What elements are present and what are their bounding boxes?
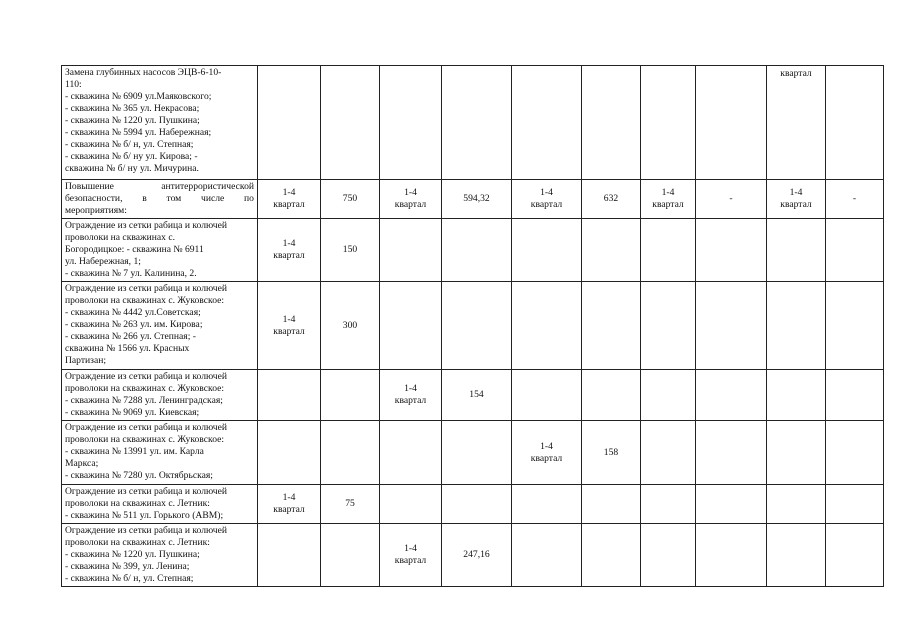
quarter-value: 1-4 квартал [273,238,305,261]
amount-cell [321,524,380,587]
description-line: - скважина № 13991 ул. им. Карла [65,446,204,457]
description-cell [62,524,258,587]
description-line: - скважина № б/ ну ул. Кирова; - [65,151,198,162]
quarter-cell [512,421,582,485]
amount-value: 158 [603,446,619,458]
amount-cell [442,180,512,219]
description-line: проволоки на скважинах с. Летник: [65,498,210,509]
description-line: - скважина № 6909 ул.Маяковского; [65,91,212,102]
amount-cell [582,66,641,180]
quarter-cell [380,66,442,180]
amount-cell [442,485,512,524]
amount-cell [696,485,767,524]
amount-cell [826,370,884,421]
quarter-value: 1-4 квартал [530,440,563,464]
quarter-value: 1-4 квартал [273,492,305,515]
amount-cell [321,421,380,485]
description-line: ул. Набережная, 1; [65,256,141,267]
quarter-value: 1-4 квартал [530,187,563,210]
description-line: скважина № б/ ну ул. Мичурина. [65,163,199,174]
amount-cell [321,180,380,219]
quarter-cell [641,485,696,524]
quarter-cell [641,180,696,219]
description-line: - скважина № б/ н, ул. Степная; [65,573,194,584]
description-word: антитеррористической [161,181,254,192]
quarter-value: квартал [780,68,812,79]
description-line: - скважина № 4442 ул.Советская; [65,307,201,318]
description-line: Ограждение из сетки рабица и колючей [65,283,227,294]
amount-value: 150 [342,244,358,255]
amount-cell [826,180,884,219]
quarter-cell [258,421,321,485]
quarter-cell [641,370,696,421]
quarter-cell [767,524,826,587]
description-line: Богородицкое: - скважина № 6911 [65,244,204,255]
quarter-cell [641,282,696,370]
quarter-cell [767,219,826,282]
quarter-value: 1-4 квартал [780,187,812,210]
quarter-cell [767,282,826,370]
quarter-cell [258,524,321,587]
quarter-cell [380,282,442,370]
description-cell [62,219,258,282]
description-cell [62,485,258,524]
description-line [65,193,254,205]
description-line: - скважина № 1220 ул. Пушкина; [65,549,200,560]
description-line: Замена глубинных насосов ЭЦВ-6-10- [65,67,222,78]
table-row [62,421,884,485]
amount-cell [696,282,767,370]
quarter-cell [258,370,321,421]
quarter-cell [767,485,826,524]
measures-table [61,65,884,587]
quarter-value: 1-4 квартал [394,543,427,566]
amount-cell [582,524,641,587]
description-line: Ограждение из сетки рабица и колючей [65,220,227,231]
description-cell [62,282,258,370]
description-line: скважина № 1566 ул. Красных [65,343,190,354]
amount-cell [696,219,767,282]
quarter-cell [512,219,582,282]
table-row [62,485,884,524]
quarter-cell [512,370,582,421]
table-row [62,66,884,180]
quarter-cell [380,180,442,219]
table-row [62,370,884,421]
quarter-cell [258,219,321,282]
description-line: Ограждение из сетки рабица и колючей [65,486,227,497]
amount-cell [826,66,884,180]
description-cell [62,180,258,219]
amount-cell [442,66,512,180]
quarter-cell [767,421,826,485]
quarter-value: 1-4 квартал [394,187,427,210]
amount-value: 632 [603,193,619,204]
quarter-cell [512,282,582,370]
table-row [62,180,884,219]
description-line: проволоки на скважинах с. Жуковское: [65,434,225,445]
table-row [62,219,884,282]
amount-cell [696,421,767,485]
amount-value: 594,32 [463,193,490,204]
amount-cell [582,282,641,370]
amount-cell [582,370,641,421]
description-word: безопасности, [65,193,123,204]
quarter-cell [380,219,442,282]
amount-value: 247,16 [463,549,490,560]
amount-value: - [729,193,733,204]
description-line: Ограждение из сетки рабица и колючей [65,525,227,536]
quarter-value: 1-4 квартал [273,313,305,337]
table-row [62,282,884,370]
amount-cell [321,485,380,524]
description-line: - скважина № 5994 ул. Набережная; [65,127,212,138]
quarter-cell [512,66,582,180]
description-line: - скважина № 511 ул. Горького (АВМ); [65,510,224,521]
description-line: - скважина № 7 ул. Калинина, 2. [65,268,197,279]
description-line: - скважина № 1220 ул. Пушкина; [65,115,200,126]
table-row [62,524,884,587]
amount-cell [442,370,512,421]
quarter-cell [380,370,442,421]
quarter-cell [641,66,696,180]
amount-cell [696,66,767,180]
amount-cell [582,421,641,485]
quarter-cell [767,66,826,180]
description-cell [62,421,258,485]
amount-cell [826,421,884,485]
description-line: - скважина № 7288 ул. Ленинградская; [65,395,223,406]
amount-cell [442,282,512,370]
description-line: - скважина № 365 ул. Некрасова; [65,103,200,114]
amount-cell [582,485,641,524]
description-word: в [142,193,147,204]
description-line: мероприятиям: [65,205,127,216]
amount-cell [582,219,641,282]
quarter-cell [258,180,321,219]
description-line: проволоки на скважинах с. [65,232,176,243]
quarter-cell [767,370,826,421]
quarter-cell [641,524,696,587]
amount-cell [826,282,884,370]
quarter-value: 1-4 квартал [273,187,305,210]
description-cell [62,66,258,180]
description-line: - скважина № 399, ул. Ленина; [65,561,190,572]
description-line: Маркса; [65,458,99,469]
description-line: - скважина № 7280 ул. Октябрьская; [65,470,213,481]
amount-cell [826,524,884,587]
description-line: проволоки на скважинах с. Летник: [65,537,210,548]
quarter-cell [641,421,696,485]
description-word: Повышение [65,181,114,192]
amount-cell [321,370,380,421]
description-line: - скважина № 9069 ул. Киевская; [65,407,200,418]
quarter-value: 1-4 квартал [394,383,427,406]
amount-value: 750 [342,193,358,204]
quarter-cell [512,180,582,219]
table-body [62,66,884,587]
amount-value: - [852,193,857,204]
amount-cell [826,485,884,524]
amount-cell [826,219,884,282]
description-word: числе [201,193,225,204]
description-word: по [244,193,254,204]
amount-value: 300 [342,319,358,331]
description-line: 110: [65,79,82,90]
description-line: проволоки на скважинах с. Жуковское: [65,383,225,394]
description-line: Ограждение из сетки рабица и колючей [65,371,227,382]
description-line: проволоки на скважинах с. Жуковское: [65,295,225,306]
amount-value: 154 [469,389,484,400]
description-line: - скважина № б/ н, ул. Степная; [65,139,194,150]
amount-cell [321,282,380,370]
description-cell [62,370,258,421]
description-word: том [166,193,182,204]
quarter-cell [767,180,826,219]
quarter-cell [380,485,442,524]
quarter-cell [258,66,321,180]
amount-cell [442,421,512,485]
quarter-value: 1-4 квартал [652,187,684,210]
amount-cell [696,370,767,421]
description-line: - скважина № 263 ул. им. Кирова; [65,319,203,330]
amount-cell [696,180,767,219]
quarter-cell [641,219,696,282]
quarter-cell [380,421,442,485]
quarter-cell [258,282,321,370]
amount-cell [321,66,380,180]
quarter-cell [512,524,582,587]
quarter-cell [380,524,442,587]
amount-cell [442,524,512,587]
description-line: - скважина № 266 ул. Степная; - [65,331,196,342]
description-line [65,181,254,193]
description-line: Ограждение из сетки рабица и колючей [65,422,227,433]
amount-cell [582,180,641,219]
amount-cell [696,524,767,587]
quarter-cell [512,485,582,524]
amount-cell [442,219,512,282]
amount-value: 75 [345,498,355,509]
quarter-cell [258,485,321,524]
amount-cell [321,219,380,282]
description-line: Партизан; [65,355,107,366]
